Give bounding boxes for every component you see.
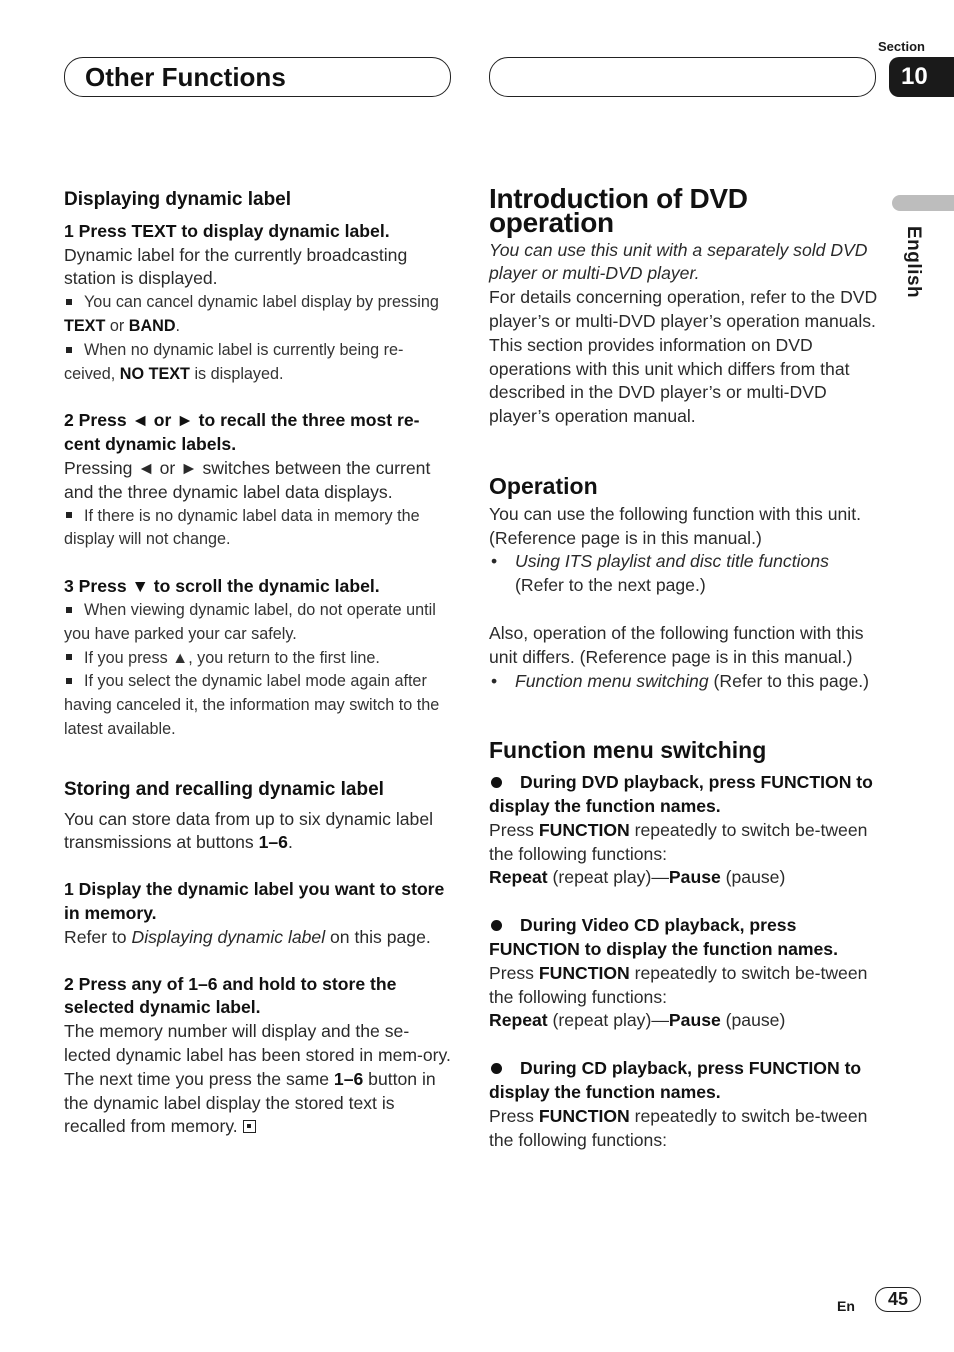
store-step-1: 1 Display the dynamic label you want to store in memory. bbox=[64, 879, 445, 923]
end-mark-icon bbox=[243, 1120, 256, 1133]
section-number: 10 bbox=[889, 57, 954, 97]
step-2-body: Pressing ◄ or ► switches between the current and the three dynamic label data displays. bbox=[64, 457, 431, 502]
page-number: 45 bbox=[875, 1287, 921, 1312]
square-bullet-icon bbox=[66, 607, 72, 613]
heading-operation: Operation bbox=[489, 472, 598, 499]
operation-body: You can use the following function with this unit. (Reference page is in this manual.) bbox=[489, 503, 861, 548]
note: If you press ▲, you return to the first line. bbox=[64, 647, 452, 671]
chapter-title: Other Functions bbox=[85, 62, 286, 92]
left-column bbox=[64, 188, 452, 1139]
step-1-body: Dynamic label for the currently broadcasting station is displayed. bbox=[64, 244, 408, 289]
language-label: English bbox=[903, 226, 924, 299]
dvd-functions: Repeat (repeat play)—Pause (pause) bbox=[489, 867, 786, 888]
square-bullet-icon bbox=[66, 299, 72, 305]
square-bullet-icon bbox=[66, 347, 72, 353]
store-step-2-body: The memory number will display and the se-lected dynamic label has been stored in mem-ory. bbox=[64, 1021, 451, 1065]
square-bullet-icon bbox=[66, 512, 72, 518]
step-2: 2 Press ◄ or ► to recall the three most re-cent dynamic labels. bbox=[64, 410, 420, 455]
vcd-step: During Video CD playback, press FUNCTION to display the function names. bbox=[489, 915, 838, 959]
header-title-frame bbox=[64, 57, 451, 97]
intro-italic: You can use this unit with a separately sold DVD player or multi-DVD player. bbox=[489, 239, 868, 284]
right-column bbox=[489, 183, 879, 1152]
dvd-step-body: Press FUNCTION repeatedly to switch be-tween the following functions: bbox=[489, 819, 868, 864]
filled-circle-bullet-icon bbox=[491, 920, 502, 931]
operation-bullet-2: • Function menu switching (Refer to this page.) bbox=[491, 670, 870, 691]
filled-circle-bullet-icon bbox=[491, 1063, 502, 1074]
heading-introduction-dvd: Introduction of DVD operation bbox=[489, 183, 748, 238]
heading-displaying-dynamic-label: Displaying dynamic label bbox=[64, 189, 292, 210]
note: If there is no dynamic label data in memory the display will not change. bbox=[64, 506, 420, 549]
footer-language-code: En bbox=[837, 1298, 855, 1314]
storing-body: You can store data from up to six dynamic label transmissions at buttons 1–6. bbox=[64, 808, 434, 853]
vcd-step-body: Press FUNCTION repeatedly to switch be-tween the following functions: bbox=[489, 962, 868, 1007]
store-step-2: 2 Press any of 1–6 and hold to store the selected dynamic label. bbox=[64, 973, 397, 1018]
language-tab-bar bbox=[892, 195, 954, 211]
vcd-functions: Repeat (repeat play)—Pause (pause) bbox=[489, 1010, 786, 1031]
filled-circle-bullet-icon bbox=[491, 777, 502, 788]
note: You can cancel dynamic label display by pressing TEXT or BAND. bbox=[64, 293, 439, 335]
square-bullet-icon bbox=[66, 654, 72, 660]
heading-storing-recalling: Storing and recalling dynamic label bbox=[64, 778, 384, 800]
section-label: Section bbox=[878, 39, 925, 54]
heading-function-menu-switching: Function menu switching bbox=[489, 737, 767, 764]
square-bullet-icon bbox=[66, 678, 72, 684]
operation-body-2: Also, operation of the following function with this unit differs. (Reference page is in this manual.) bbox=[489, 622, 864, 667]
step-1: 1 Press TEXT to display dynamic label. bbox=[64, 220, 390, 241]
cd-step: During CD playback, press FUNCTION to display the function names. bbox=[489, 1058, 862, 1102]
note: When viewing dynamic label, do not operate until you have parked your car safely. bbox=[64, 600, 436, 643]
cd-step-body: Press FUNCTION repeatedly to switch be-tween the following functions: bbox=[489, 1105, 868, 1150]
header-right-frame bbox=[489, 57, 876, 97]
step-3: 3 Press ▼ to scroll the dynamic label. bbox=[64, 576, 380, 597]
note: If you select the dynamic label mode again after having canceled it, the information may switch to the latest available. bbox=[64, 672, 440, 738]
intro-body: For details concerning operation, refer to the DVD player’s or multi-DVD player’s operation manuals. This section provides information on DVD operations with this unit which differs from that described in the DVD player’s or multi-DVD player’s operation manual. bbox=[489, 287, 878, 427]
store-step-1-body: Refer to Displaying dynamic label on this page. bbox=[64, 926, 431, 947]
note: When no dynamic label is currently being re-ceived, NO TEXT is displayed. bbox=[64, 340, 404, 383]
store-step-2-body-2: The next time you press the same 1–6 button in the dynamic label display the stored text is recalled from memory. bbox=[64, 1068, 436, 1137]
operation-bullet-1: • Using ITS playlist and disc title functions (Refer to the next page.) bbox=[491, 551, 829, 596]
dvd-step: During DVD playback, press FUNCTION to display the function names. bbox=[489, 772, 873, 816]
